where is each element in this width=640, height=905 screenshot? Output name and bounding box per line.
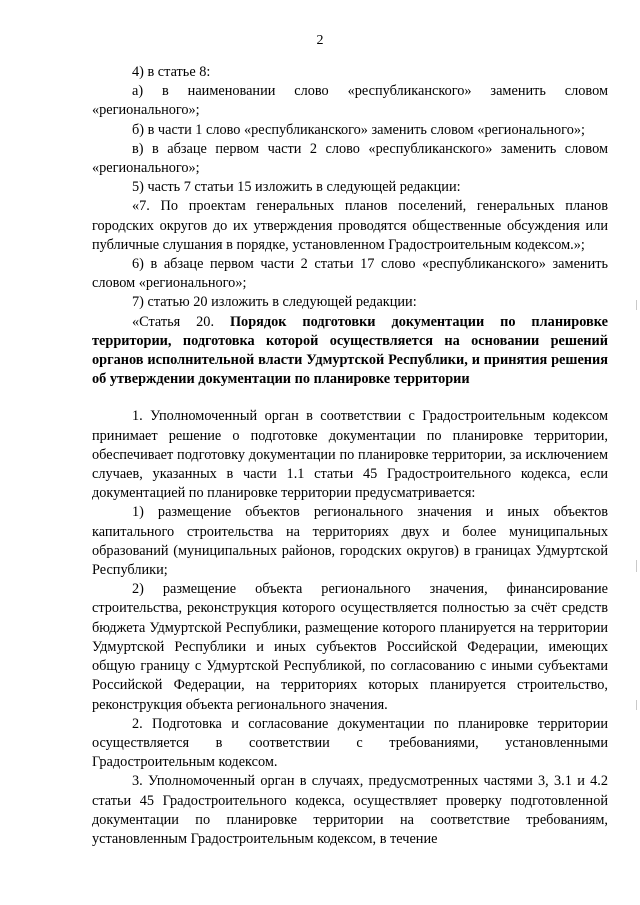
article-prefix: «Статья 20. bbox=[132, 313, 230, 330]
paragraph: «7. По проектам генеральных планов поселений, генеральных планов городских округов до их утверждения проводятся общественные обсуждения или публичные слушания в порядке, установленном Градостроительным кодексом.»; bbox=[92, 198, 608, 253]
article-heading bbox=[92, 313, 608, 390]
spacer bbox=[92, 389, 608, 407]
document-body bbox=[92, 63, 608, 849]
scan-edge-mark bbox=[636, 700, 637, 710]
paragraph: 2. Подготовка и согласование документации по планировке территории осуществляется в соответствии с требованиями, установленными Градостроительным кодексом. bbox=[92, 715, 608, 771]
article-title: Порядок подготовки документации по планировке территории, подготовка которой осуществляется на основании решений органов исполнительной власти Удмуртской Республики, и принятия решения об утверждении документации по планировке территории bbox=[92, 313, 608, 388]
paragraph: б) в части 1 слово «республиканского» заменить словом «регионального»; bbox=[132, 121, 585, 138]
paragraph: 4) в статье 8: bbox=[132, 64, 211, 80]
paragraph: 6) в абзаце первом части 2 статьи 17 слово «республиканского» заменить словом «регионального»; bbox=[92, 256, 608, 292]
paragraph: 2) размещение объекта регионального значения, финансирование строительства, реконструкция которого осуществляется полностью за счёт средств бюджета Удмуртской Республики, размещение которого планируется на территории Удмуртской Республики и иных субъектов Российской Федерации, имеющих общую границу с Удмуртской Республикой, по согласованию с иными субъектами Российской Федерации, на территориях которых планируется строительство, реконструкция объекта регионального значения. bbox=[92, 581, 608, 713]
paragraph: 1) размещение объектов регионального значения и иных объектов капитального строительства на территориях двух и более муниципальных образований (муниципальных районов, городских округов) в границах Удмуртской Республики; bbox=[92, 504, 608, 579]
page-number: 2 bbox=[316, 33, 324, 48]
scan-edge-mark bbox=[636, 560, 637, 572]
paragraph: 7) статью 20 изложить в следующей редакции: bbox=[132, 294, 417, 311]
scan-edge-mark bbox=[636, 300, 637, 310]
paragraph: в) в абзаце первом части 2 слово «республиканского» заменить словом «регионального»; bbox=[92, 140, 608, 177]
paragraph: 5) часть 7 статьи 15 изложить в следующей редакции: bbox=[132, 179, 461, 196]
paragraph: 3. Уполномоченный орган в случаях, предусмотренных частями 3, 3.1 и 4.2 статьи 45 Градостроительного кодекса, осуществляет проверку подготовленной документации по планировке территории на соответствие требованиям, установленным Градостроительным кодексом, в течение bbox=[92, 773, 608, 847]
paragraph: 1. Уполномоченный орган в соответствии с Градостроительным кодексом принимает решение о подготовке документации по планировке территории, обеспечивает подготовку документации по планировке территории, за исключением случаев, указанных в части 1.1 статьи 45 Градостроительного кодекса, если документацией по планировке территории предусматривается: bbox=[92, 408, 608, 502]
paragraph: а) в наименовании слово «республиканского» заменить словом «регионального»; bbox=[92, 83, 608, 119]
